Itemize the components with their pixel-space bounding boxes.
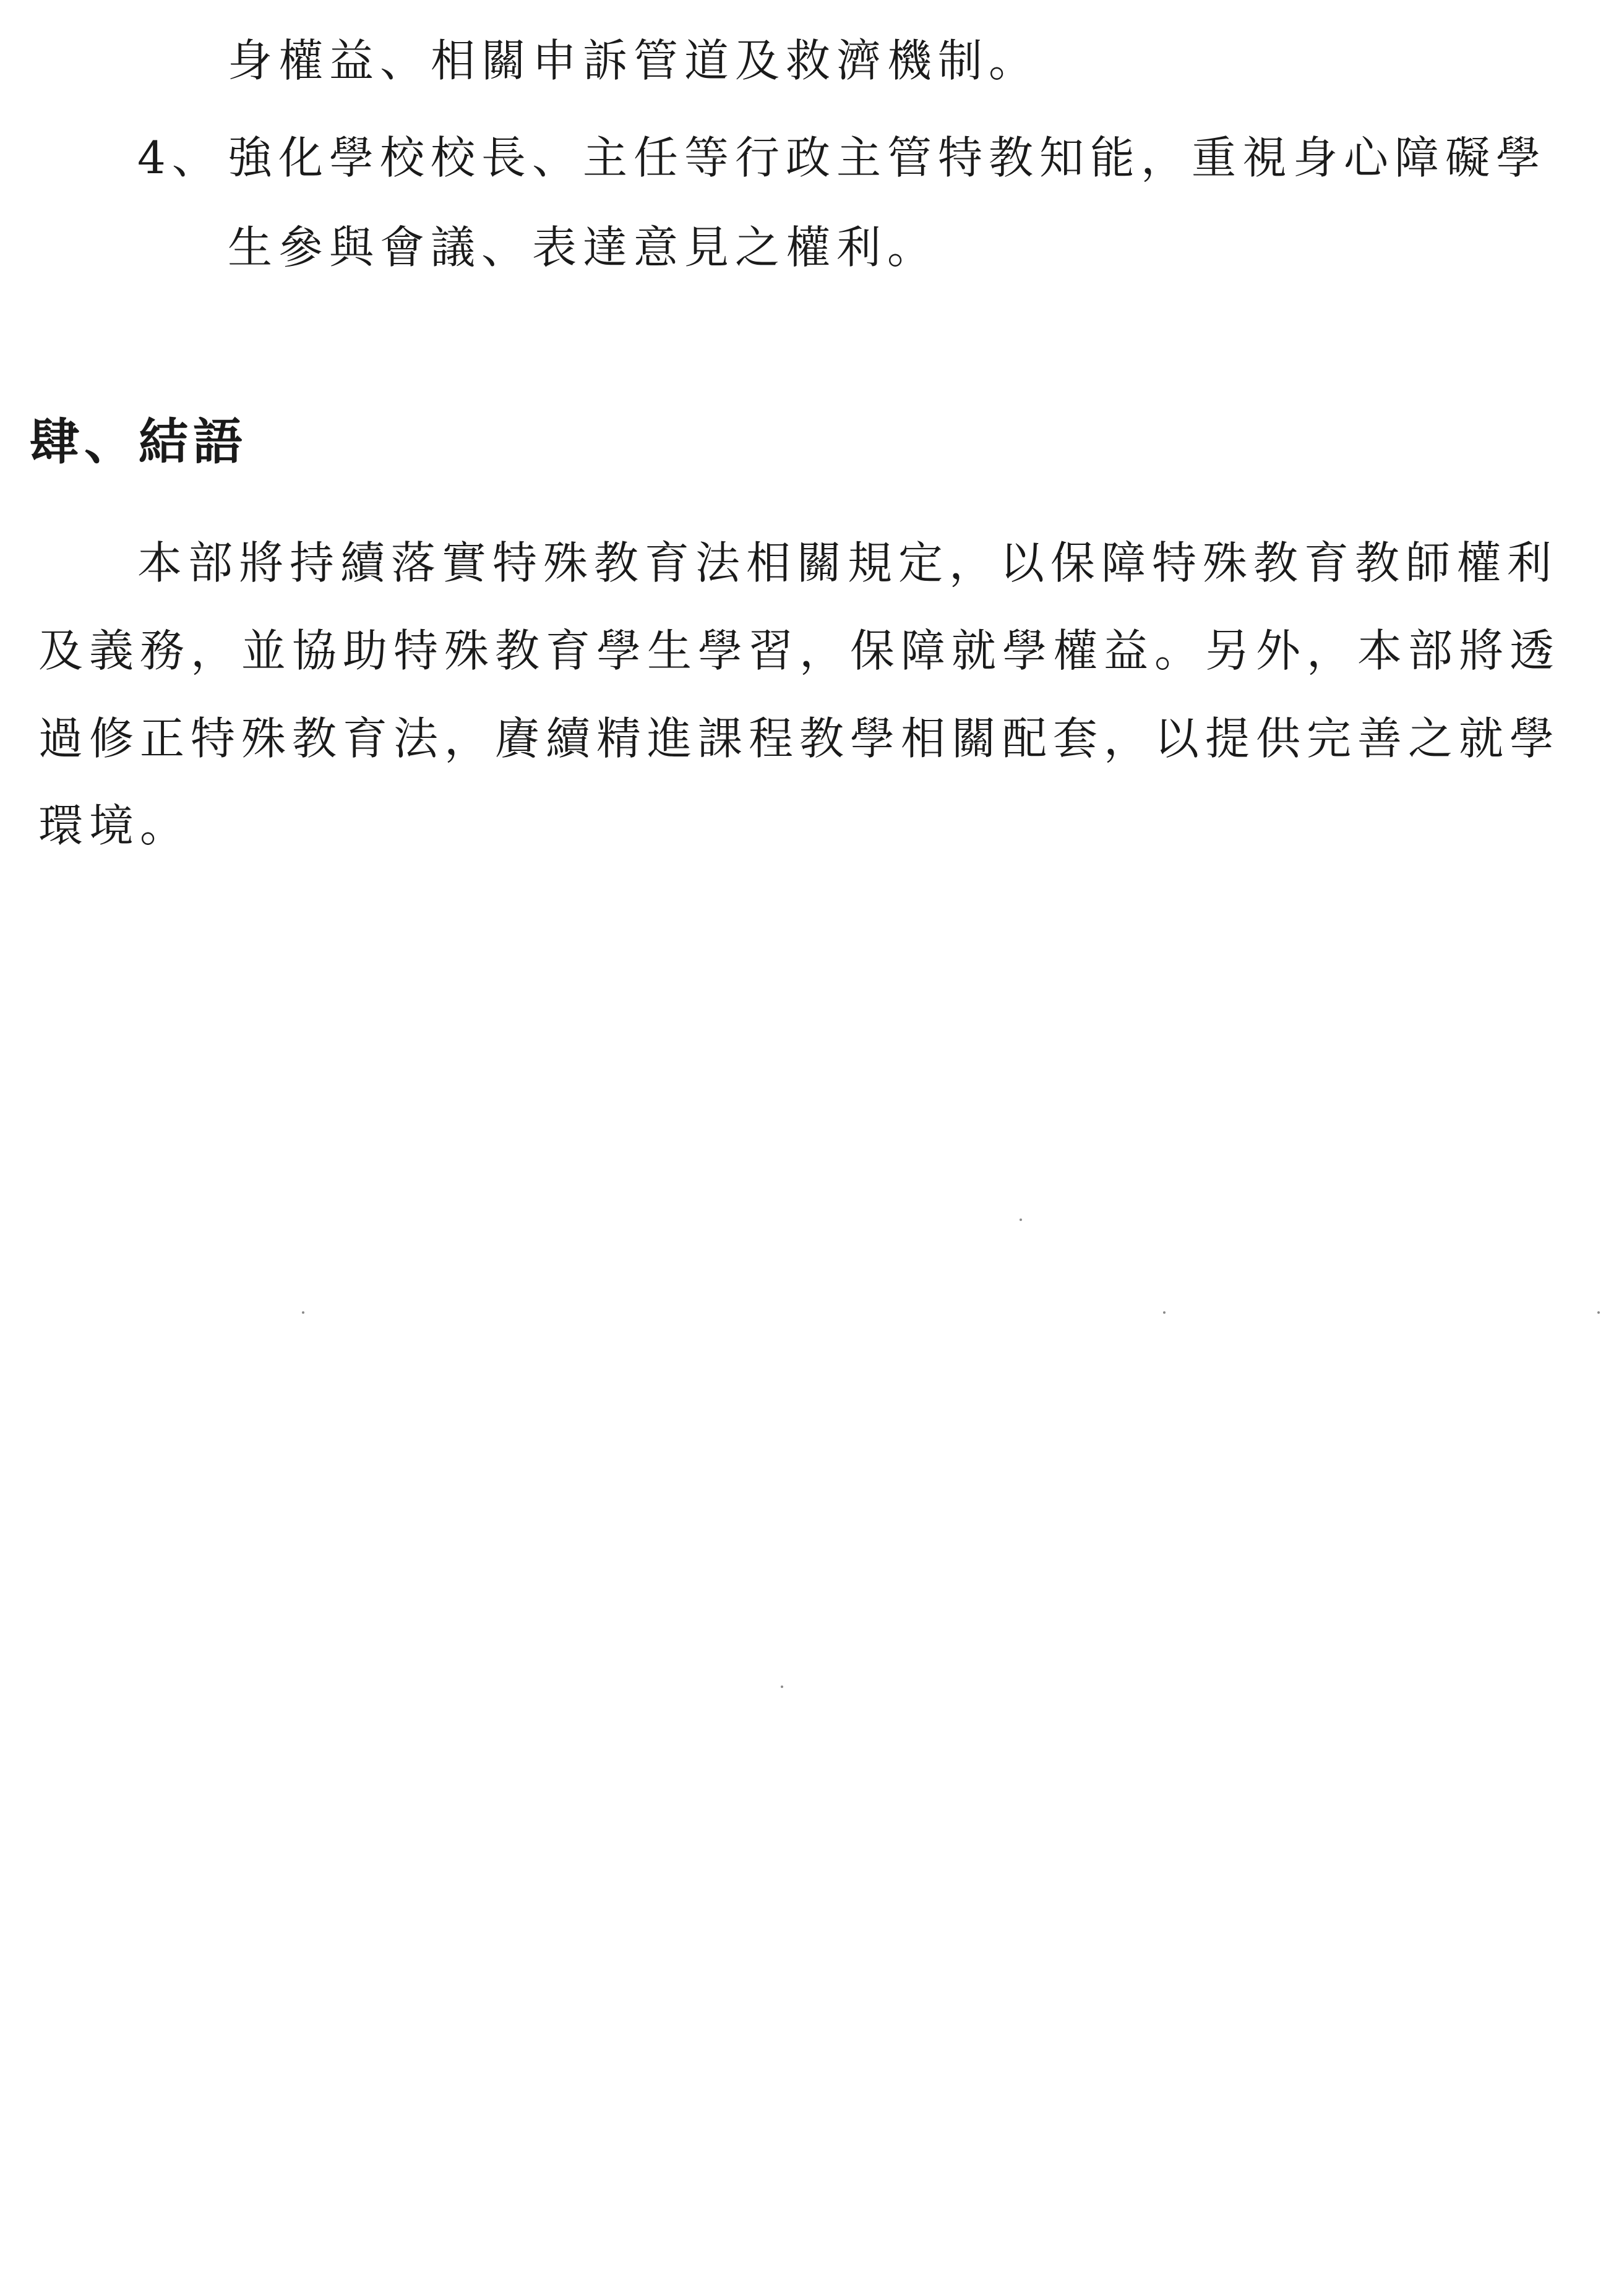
paragraph-line-2: 及義務，並協助特殊教育學生學習，保障就學權益。另外，本部將透 [38, 625, 1561, 677]
list-item-4-line-2: 生參與會議、表達意見之權利。 [228, 221, 938, 273]
section-heading: 肆、結語 [30, 413, 247, 471]
list-item-4-line-1: 強化學校校長、主任等行政主管特教知能，重視身心障礙學 [228, 132, 1547, 184]
paragraph-line-4: 環境。 [38, 800, 191, 852]
scan-speck [302, 1311, 304, 1314]
scan-speck [1020, 1219, 1022, 1221]
scan-speck [781, 1686, 783, 1688]
paragraph-line-3: 過修正特殊教育法，賡續精進課程教學相關配套，以提供完善之就學 [38, 713, 1561, 765]
list-item-4-number: 4、 [137, 132, 223, 184]
scan-speck [1163, 1311, 1166, 1314]
paragraph-line-1: 本部將持續落實特殊教育法相關規定，以保障特殊教育教師權利 [137, 537, 1558, 589]
scan-speck [1597, 1311, 1600, 1314]
list-item-3-continuation: 身權益、相關申訴管道及救濟機制。 [228, 35, 1040, 87]
